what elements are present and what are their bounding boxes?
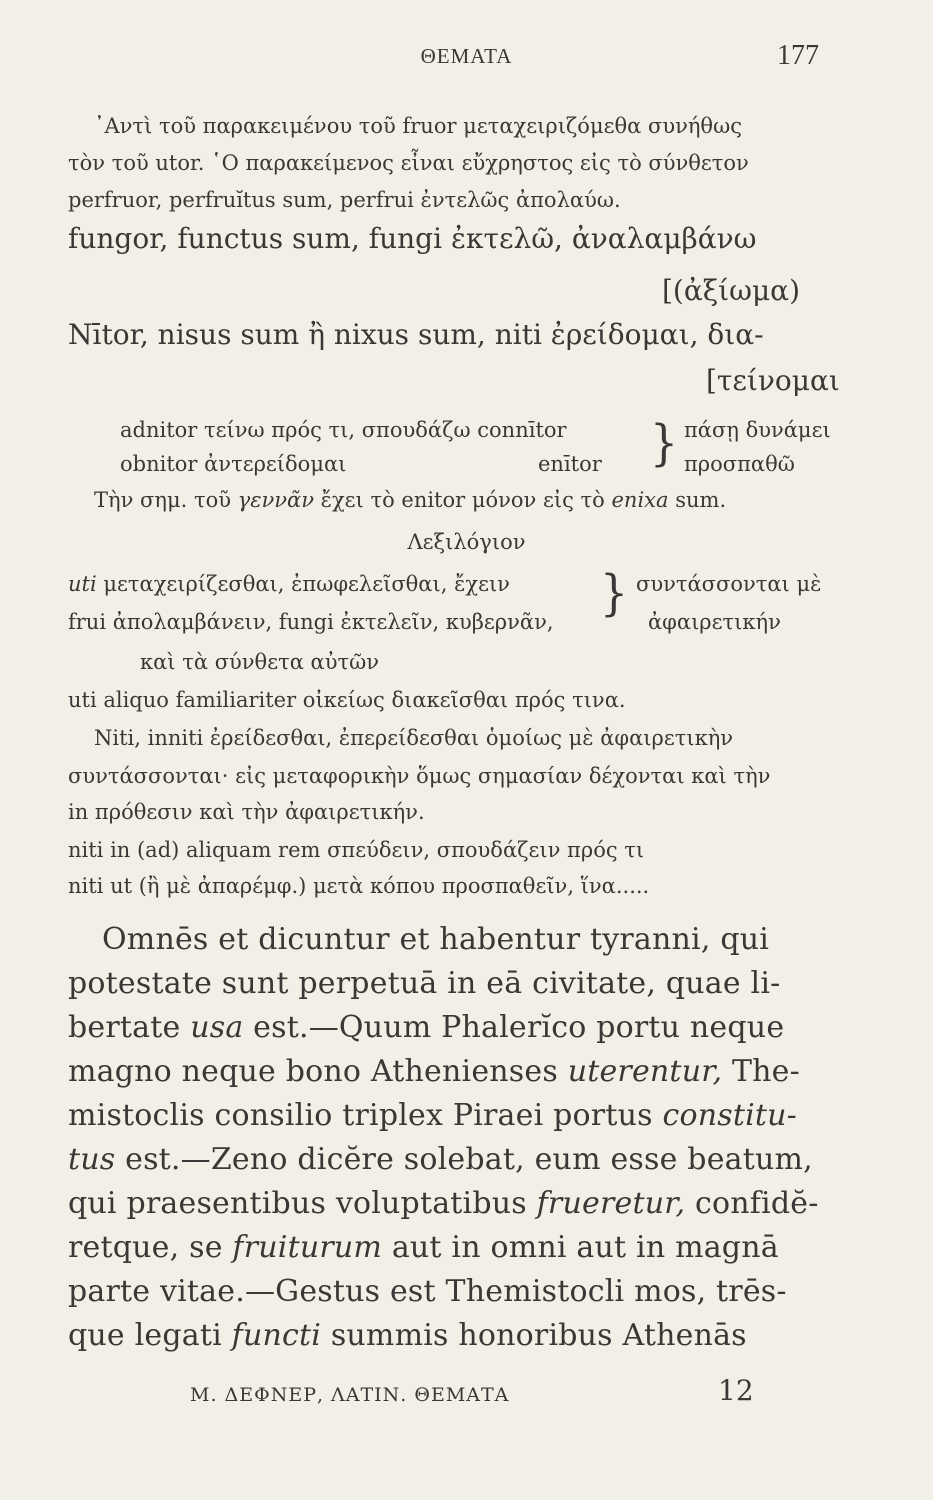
text-line: retque, se fruiturum aut in omni aut in magnā bbox=[68, 1230, 779, 1265]
text-line: obnitor ἀντερείδομαι bbox=[120, 452, 347, 476]
brace: } bbox=[650, 415, 678, 472]
text-line: niti in (ad) aliquam rem σπεύδειν, σπουδάζειν πρός τι bbox=[68, 838, 645, 862]
text-line: niti ut (ἢ μὲ ἀπαρέμφ.) μετὰ κόπου προσπαθεῖν, ἵνα..... bbox=[68, 874, 650, 898]
text-line: enītor bbox=[538, 452, 602, 476]
text-line: bertate usa est.—Quum Phalerĭco portu neque bbox=[68, 1010, 785, 1045]
text-line: que legati functi summis honoribus Athenās bbox=[68, 1318, 747, 1353]
text-line: προσπαθῶ bbox=[684, 452, 795, 476]
text-line: uti μεταχειρίζεσθαι, ἐπωφελεῖσθαι, ἔχειν bbox=[68, 572, 510, 596]
text-line: πάσῃ δυνάμει bbox=[684, 418, 831, 442]
text-line: Nītor, nisus sum ἢ nixus sum, niti ἐρείδομαι, δια- bbox=[68, 318, 764, 351]
text-line: ἀφαιρετικήν bbox=[648, 610, 781, 634]
text-line: καὶ τὰ σύνθετα αὐτῶν bbox=[140, 650, 380, 674]
text-line: magno neque bono Athenienses uterentur, The- bbox=[68, 1054, 800, 1089]
text-line: [(ἀξίωμα) bbox=[662, 274, 801, 307]
text-line: parte vitae.—Gestus est Themistocli mos, trēs- bbox=[68, 1274, 787, 1309]
text-line: [τείνομαι bbox=[706, 364, 840, 397]
text-line: qui praesentibus voluptatibus frueretur, confidĕ- bbox=[68, 1186, 819, 1221]
text-line: Τὴν σημ. τοῦ γεννᾶν ἔχει τὸ enitor μόνον εἰς τὸ enixa sum. bbox=[94, 488, 727, 512]
text-line: uti aliquo familiariter οἰκείως διακεῖσθαι πρός τινα. bbox=[68, 688, 626, 712]
text-line: adnitor τείνω πρός τι, σπουδάζω connītor bbox=[120, 418, 567, 442]
section-heading: Λεξιλόγιον bbox=[407, 530, 526, 554]
text-line: Omnēs et dicuntur et habentur tyranni, qui bbox=[102, 922, 770, 957]
text-line: συντάσσονται· εἰς μεταφορικὴν ὅμως σημασίαν δέχονται καὶ τὴν bbox=[68, 764, 771, 788]
text-line: συντάσσονται μὲ bbox=[636, 572, 822, 596]
signature-number: 12 bbox=[718, 1374, 754, 1407]
running-head: ΘΕΜΑΤΑ bbox=[420, 44, 513, 68]
text-line: tus est.—Zeno dicĕre solebat, eum esse beatum, bbox=[68, 1142, 813, 1177]
text-line: Niti, inniti ἐρείδεσθαι, ἐπερείδεσθαι ὁμοίως μὲ ἀφαιρετικὴν bbox=[94, 726, 734, 750]
page-number: 177 bbox=[777, 40, 819, 71]
text-line: τὸν τοῦ utor. ῾Ο παρακείμενος εἶναι εὔχρηστος εἰς τὸ σύνθετον bbox=[68, 151, 749, 175]
text-line: mistoclis consilio triplex Piraei portus constitu- bbox=[68, 1098, 798, 1133]
text-line: frui ἀπολαμβάνειν, fungi ἐκτελεῖν, κυβερνᾶν, bbox=[68, 610, 554, 634]
text-line: fungor, functus sum, fungi ἐκτελῶ, ἀναλαμβάνω bbox=[68, 222, 757, 255]
footer-signature: Μ. ΔΕΦΝΕΡ, ΛΑΤΙΝ. ΘΕΜΑΤΑ bbox=[190, 1384, 510, 1406]
text-line: perfruor, perfruĭtus sum, perfrui ἐντελῶς ἀπολαύω. bbox=[68, 188, 621, 212]
brace: } bbox=[600, 565, 628, 622]
text-line: ᾽Αντὶ τοῦ παρακειμένου τοῦ fruor μεταχειριζόμεθα συνήθως bbox=[94, 114, 742, 138]
text-line: potestate sunt perpetuā in eā civitate, quae li- bbox=[68, 966, 781, 1001]
text-line: in πρόθεσιν καὶ τὴν ἀφαιρετικήν. bbox=[68, 800, 425, 824]
